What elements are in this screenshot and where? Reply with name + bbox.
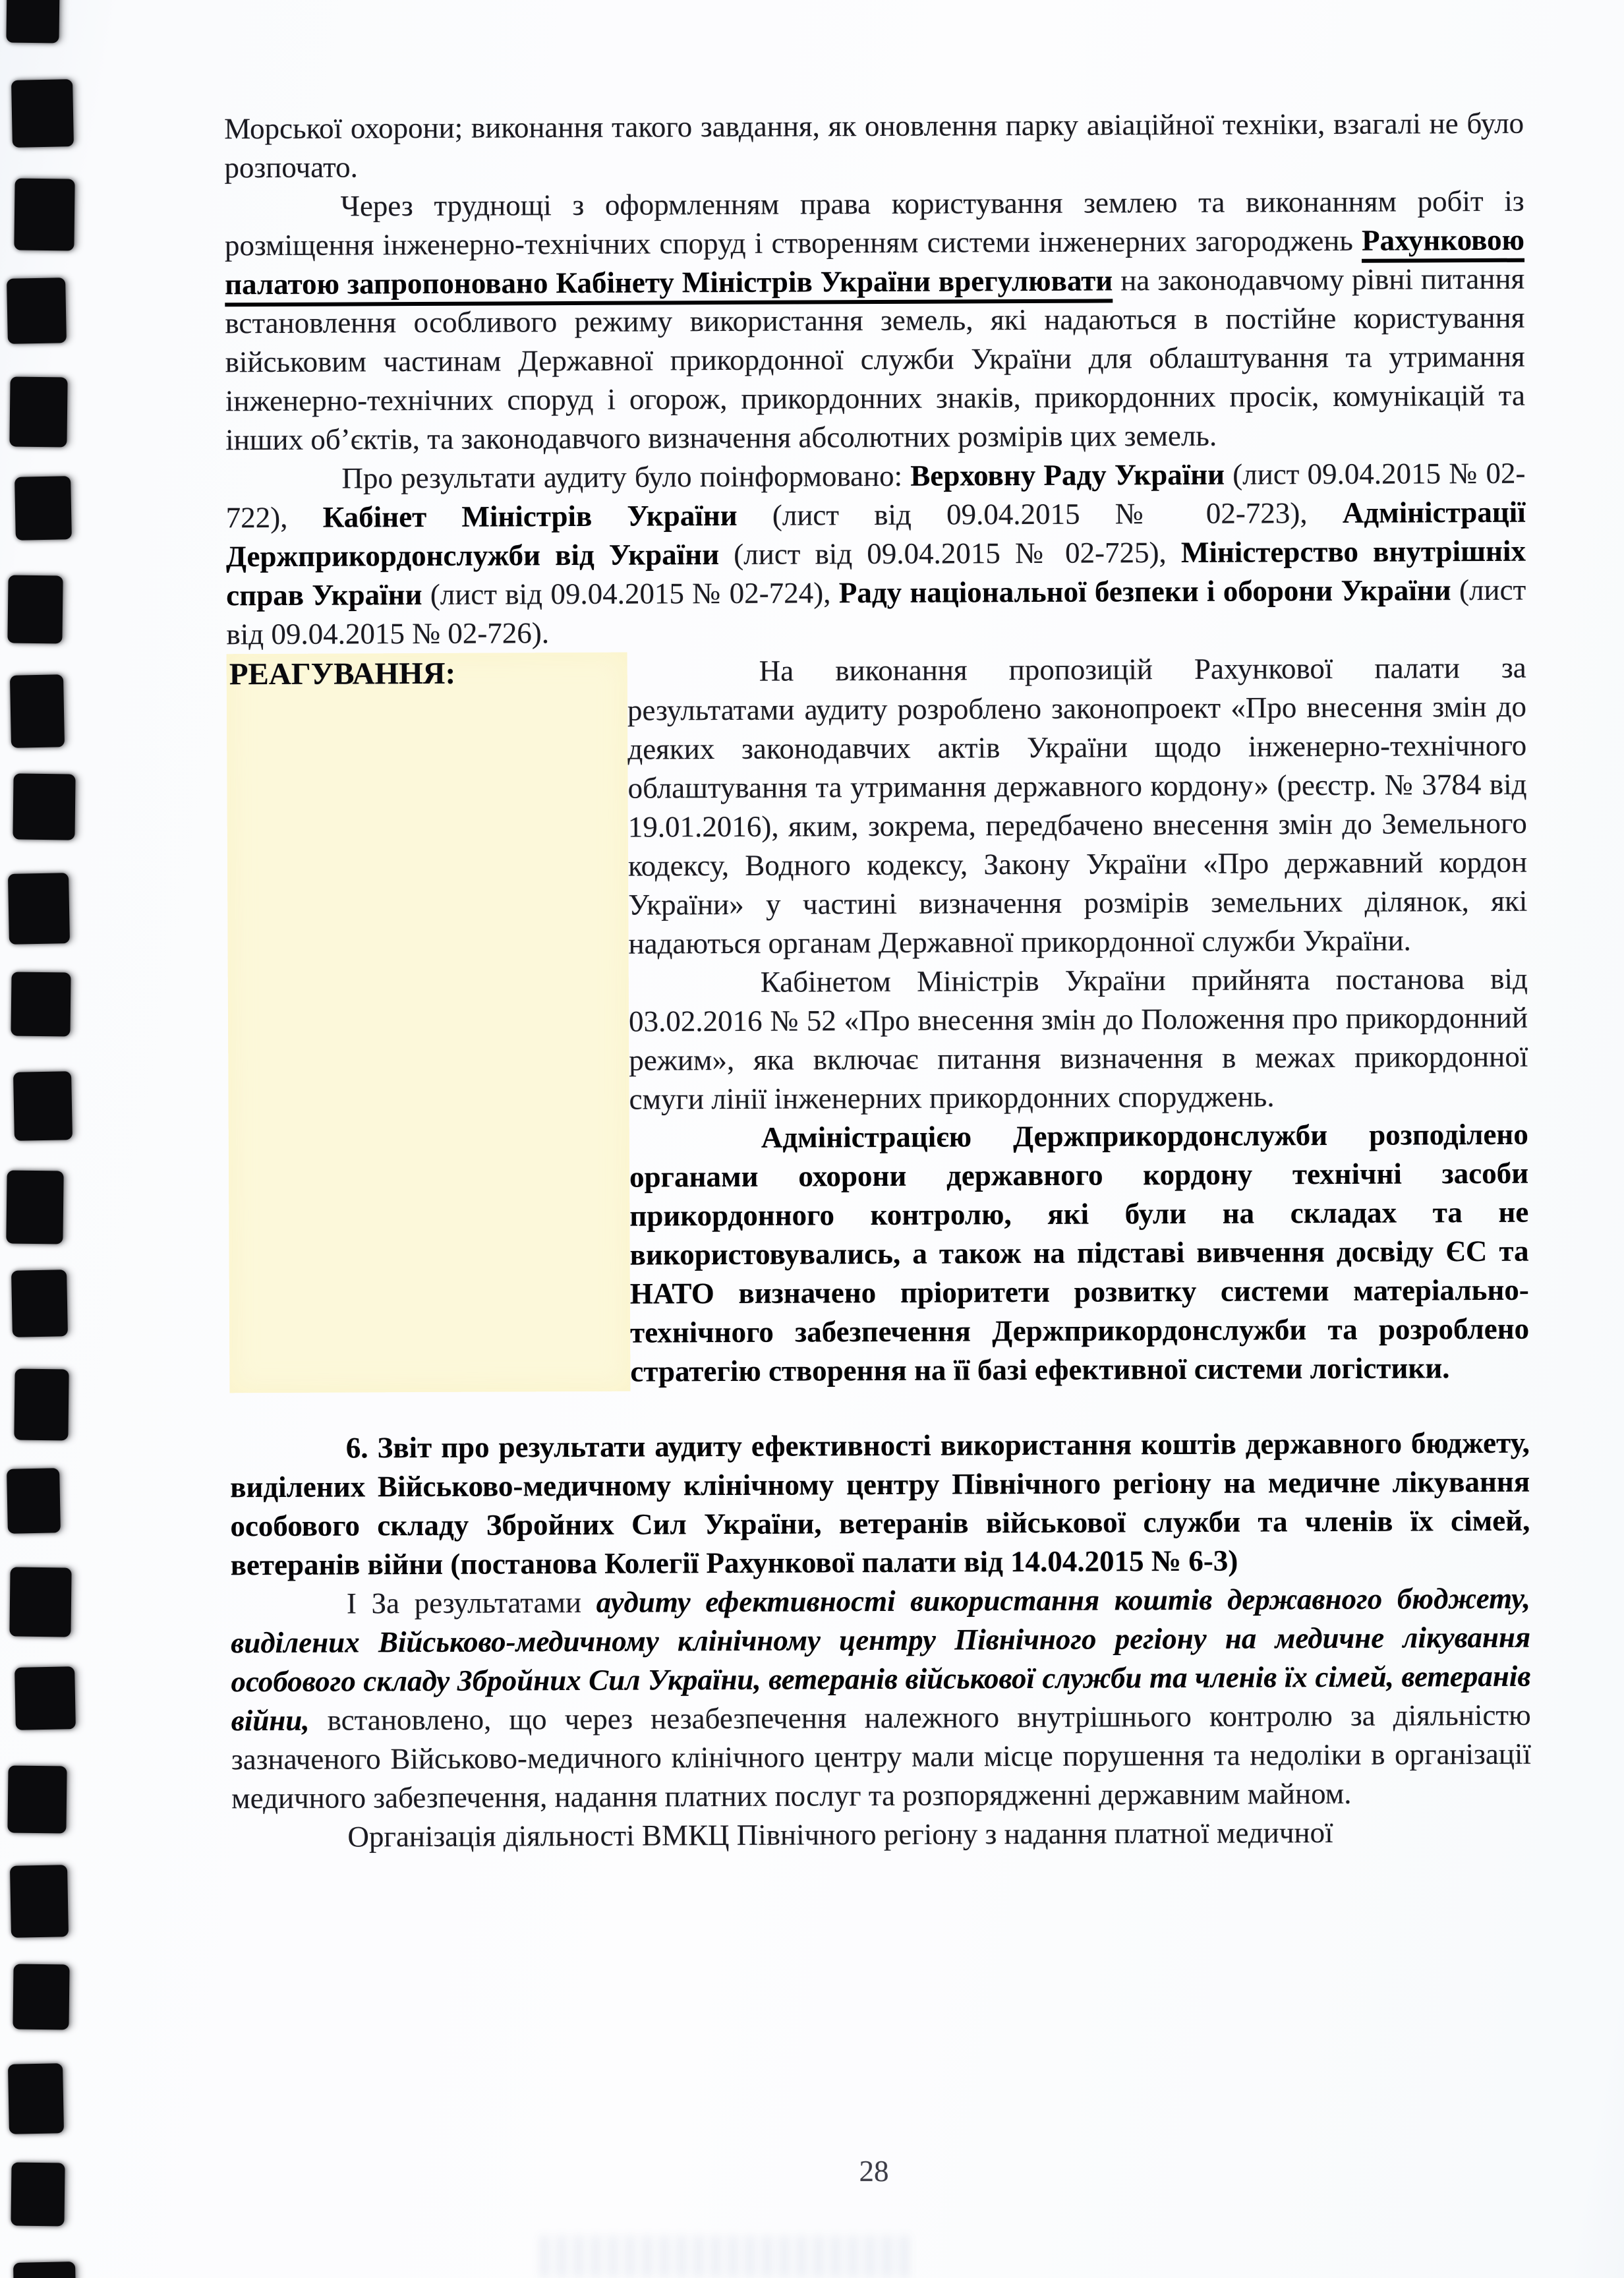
binding-hole — [11, 79, 74, 148]
text-segment-n: Через труднощі з оформленням права користування землею та виконанням робіт із розміщення інженерно-технічних споруд і створенням системи інженерних загороджень — [224, 184, 1524, 262]
binding-hole — [9, 376, 67, 447]
reaction-text-column — [627, 649, 1530, 1391]
binding-hole — [13, 1071, 72, 1141]
binding-hole — [10, 674, 65, 748]
text-segment-b: Раду національної безпеки і оборони України — [838, 573, 1451, 610]
reaction-para-resolution — [629, 960, 1528, 1119]
para-organization — [231, 1813, 1531, 1857]
binding-hole — [13, 2262, 76, 2278]
text-segment-n: (лист від 09.04.2015 № 02-725), — [718, 535, 1182, 571]
section-6-heading — [230, 1424, 1530, 1585]
binding-hole — [7, 277, 67, 344]
text-segment-n: (лист від 09.04.2015 № 02-724), — [422, 576, 839, 611]
reaction-para-lawdraft — [627, 649, 1528, 964]
text-segment-b: 6. Звіт про результати аудиту ефективності використання коштів державного бюджету, виділених Військово-медичному клінічному центру Північного регіону на медичне лікування особового складу Збройних Сил України, ветеранів військової служби та членів їх сімей, ветеранів війни (постанова Колегії Рахункової палати від 14.04.2015 № 6-3) — [230, 1426, 1530, 1582]
binding-hole — [8, 2063, 64, 2134]
binding-hole — [7, 1765, 67, 1833]
scan-smudge-artifact — [540, 2236, 910, 2278]
binding-hole — [14, 476, 72, 540]
binding-hole — [11, 972, 71, 1036]
para-informed — [225, 454, 1526, 655]
text-segment-n: Про результати аудиту було поінформовано: — [341, 459, 911, 495]
binding-hole — [13, 773, 75, 840]
text-segment-b: Верховну Раду України — [910, 457, 1225, 492]
binding-hole — [11, 1270, 68, 1337]
document-content — [224, 104, 1532, 1857]
reaction-para-administration — [629, 1115, 1530, 1391]
text-segment-n: Кабінетом Міністрів України прийнята постанова від 03.02.2016 № 52 «Про внесення змін до Положення про прикордонний режим», яка включає питання визначення в межах прикордонної смуги лінії інженерних прикордонних споруджень. — [628, 962, 1528, 1116]
text-segment-bu: Рахунковою палатою запропоновано Кабінету Міністрів України врегулювати — [225, 223, 1524, 307]
para-audit-results — [231, 1579, 1532, 1819]
binding-hole — [6, 0, 59, 43]
text-segment-b: Кабінет Міністрів України — [322, 498, 738, 534]
text-segment-n: встановлено, що через незабезпечення належного внутрішнього контролю за діяльністю зазначеного Військово-медичного клінічного центру мали місце порушення та недоліки в організації медичного забезпечення, надання платних послуг та розпорядженні державним майном. — [231, 1698, 1532, 1815]
page-number: 28 — [859, 2155, 889, 2188]
text-segment-n: І За результатами — [346, 1585, 596, 1620]
text-segment-b: Адміністрацією Держприкордонслужби розподілено органами охорони державного кордону технічні засоби прикордонного контролю, які були на складах та не використовувались, а також на підставі вивчення досвіду ЄС та НАТО визначено пріоритети розвитку системи матеріально-технічного забезпечення Держприкордонслужби та розроблено стратегію створення на її базі ефективної системи логістики. — [629, 1117, 1530, 1388]
binding-hole — [9, 1567, 71, 1637]
binding-hole — [7, 1468, 61, 1534]
binding-hole — [7, 575, 63, 643]
binding-hole — [14, 1666, 76, 1730]
text-segment-n: Організація діяльності ВМКЦ Північного регіону з надання платної медичної — [347, 1815, 1333, 1854]
reaction-label: РЕАГУВАННЯ: — [229, 656, 456, 692]
text-segment-b: Адміністрації Держприкордонслужби від України — [225, 495, 1526, 573]
binding-hole — [8, 873, 70, 945]
text-segment-n: (лист 09.04.2015 № 02-722), — [225, 456, 1526, 535]
text-segment-n: Морської охорони; виконання такого завдання, як оновлення парку авіаційної техніки, взагалі не було розпочато. — [224, 106, 1524, 185]
binding-hole — [13, 1964, 69, 2030]
text-segment-n: На виконання пропозицій Рахункової палати за результатами аудиту розроблено законопроект «Про внесення змін до деяких законодавчих актів України щодо інженерно-технічного облаштування та утримання державного кордону» (реєстр. № 3784 від 19.01.2016), яким, зокрема, передбачено внесення змін до Земельного кодексу, Водного кодексу, Закону України «Про державний кордон України» у частині визначення розмірів земельних ділянок, які надаються органам Державної прикордонної служби України. — [627, 651, 1528, 960]
binding-hole — [10, 1865, 69, 1938]
binding-hole — [14, 1369, 69, 1441]
text-segment-bi: аудиту ефективності використання коштів державного бюджету, виділених Військово-медичному клінічному центру Північного регіону на медичне лікування особового складу Збройних Сил України, ветеранів військової служби та членів їх сімей, ветеранів війни, — [231, 1581, 1531, 1738]
binding-hole — [11, 2163, 65, 2227]
binding-hole — [14, 178, 74, 250]
reaction-highlight — [227, 653, 631, 1393]
para-proposal — [225, 182, 1526, 460]
text-segment-n: (лист від 09.04.2015 № 02-723), — [737, 496, 1343, 532]
text-segment-n: (лист від 09.04.2015 № 02-726). — [226, 573, 1526, 651]
text-segment-b: Міністерство внутрішніх справ України — [226, 534, 1526, 612]
text-segment-n: на законодавчому рівні питання встановлення особливого режиму використання земель, які надаються в постійне користування військовим частинам Державної прикордонної служби України для облаштування та утримання інженерно-технічних споруд і огорож, прикордонних знаків, прикордонних просік, комунікацій та інших об’єктів, та законодавчого визначення абсолютних розмірів цих земель. — [225, 262, 1526, 457]
spiral-binding — [0, 0, 86, 2278]
para-continuation — [224, 104, 1524, 188]
reaction-section — [227, 649, 1530, 1393]
binding-hole — [6, 1170, 63, 1244]
